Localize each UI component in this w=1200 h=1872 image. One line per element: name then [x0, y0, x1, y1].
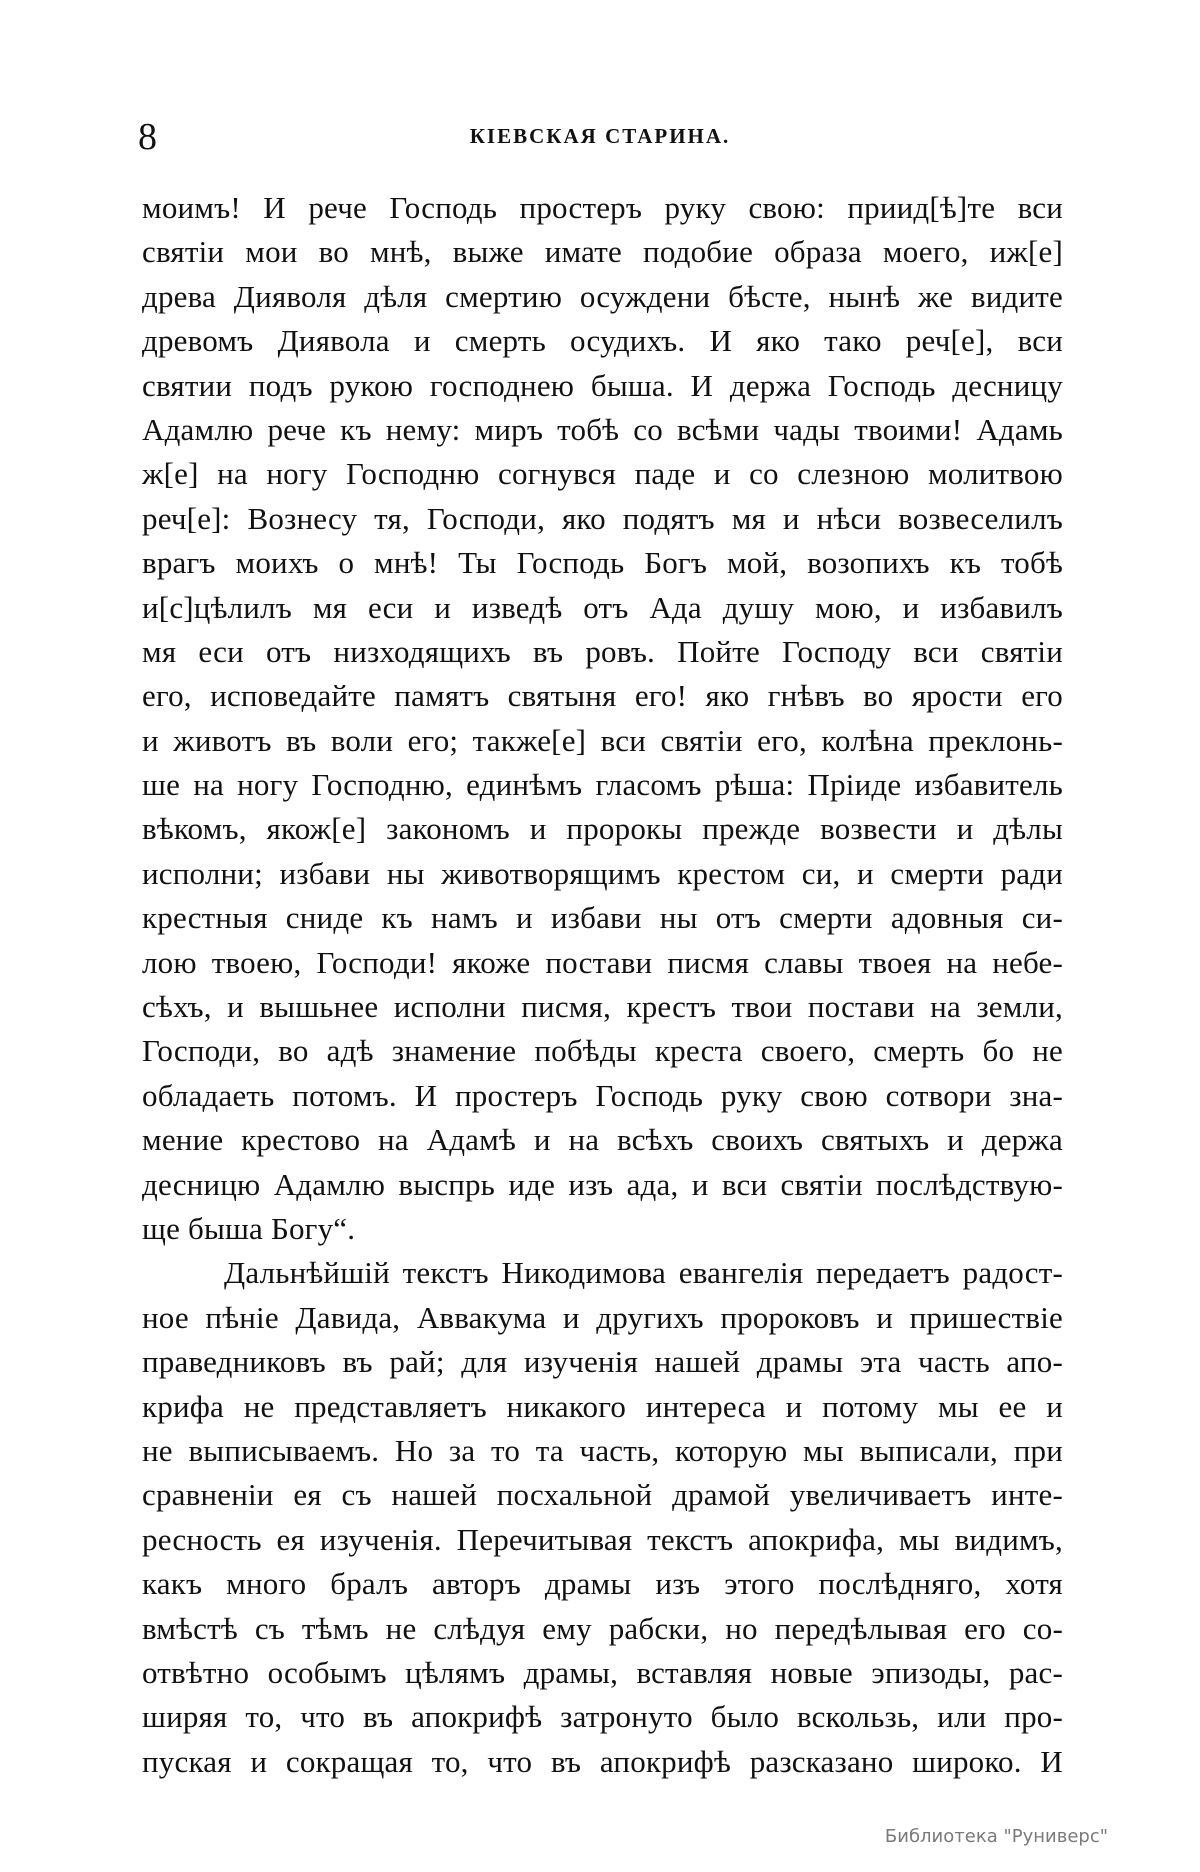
- text-line: праведниковъ въ рай; для изученія нашей драмы эта часть апо-: [142, 1344, 1063, 1380]
- text-line: обладаеть потомъ. И простеръ Господь руку свою сотвори зна-: [142, 1077, 1063, 1113]
- text-line: древомъ Диявола и смерть осудихъ. И яко тако реч[е], вси: [142, 323, 1063, 359]
- paragraph: [142, 186, 1063, 1251]
- text-line: реч[е]: Вознесу тя, Господи, яко подятъ мя и нѣси возвеселилъ: [142, 500, 1063, 536]
- library-watermark: Библиотека "Руниверс": [884, 1826, 1108, 1847]
- text-line: вѣкомъ, якож[е] закономъ и пророкы прежде возвести и дѣлы: [142, 811, 1063, 847]
- running-title: КІЕВСКАЯ СТАРИНА.: [469, 124, 731, 148]
- text-line: ж[е] на ногу Господню согнувся паде и со слезною молитвою: [142, 456, 1063, 492]
- text-line: сравненіи ея съ нашей посхальной драмой увеличиваетъ инте-: [142, 1477, 1063, 1513]
- text-line: какъ много бралъ авторъ драмы изъ этого послѣдняго, хотя: [142, 1566, 1063, 1602]
- text-line: ше на ногу Господню, единѣмъ гласомъ рѣша: Пріиде избавитель: [142, 767, 1063, 803]
- text-line: древа Дияволя дѣля смертию осуждени бѣсте, нынѣ же видите: [142, 278, 1063, 314]
- text-line: Господи, во адѣ знамение побѣды креста своего, смерть бо не: [142, 1033, 1063, 1069]
- text-line: пуская и сокращая то, что въ апокрифѣ разсказано широко. И: [142, 1743, 1063, 1779]
- text-line: и[с]цѣлилъ мя еси и изведѣ отъ Ада душу мою, и избавилъ: [142, 589, 1063, 625]
- text-line: ширяя то, что въ апокрифѣ затронуто было вскользь, или про-: [142, 1699, 1063, 1735]
- text-line: крифа не представляетъ никакого интереса и потому мы ее и: [142, 1388, 1063, 1424]
- text-line: лою твоею, Господи! якоже постави писмя славы твоея на небе-: [142, 944, 1063, 980]
- text-line: мение крестово на Адамѣ и на всѣхъ своихъ святыхъ и держа: [142, 1122, 1063, 1158]
- text-line: сѣхъ, и вышьнее исполни писмя, крестъ твои постави на земли,: [142, 989, 1063, 1025]
- text-line: моимъ! И рече Господь простеръ руку свою: приид[ѣ]те вси: [142, 190, 1063, 225]
- text-line: не выписываемъ. Но за то та часть, которую мы выписали, при: [142, 1432, 1063, 1468]
- text-line: десницю Адамлю выспрь иде изъ ада, и вси святіи послѣдствую-: [142, 1166, 1063, 1202]
- text-line: врагъ моихъ о мнѣ! Ты Господь Богъ мой, возопихъ къ тобѣ: [142, 545, 1063, 581]
- text-line: исполни; избави ны животворящимъ крестом си, и смерти ради: [142, 855, 1063, 891]
- text-line: Адамлю рече къ нему: миръ тобѣ со всѣми чады твоими! Адамь: [142, 411, 1063, 447]
- text-line: ресность ея изученія. Перечитывая текстъ апокрифа, мы видимъ,: [142, 1521, 1063, 1557]
- page-number: 8: [138, 116, 157, 158]
- text-line: вмѣстѣ съ тѣмъ не слѣдуя ему рабски, но передѣлывая его со-: [142, 1610, 1063, 1646]
- text-line: мя еси отъ низходящихъ въ ровъ. Пойте Господу вси святіи: [142, 633, 1063, 669]
- text-line: Дальнѣйшій текстъ Никодимова евангелія передаетъ радост-: [224, 1255, 1063, 1291]
- text-line: крестныя сниде къ намъ и избави ны отъ смерти адовныя си-: [142, 900, 1063, 936]
- paragraph: [142, 1251, 1063, 1784]
- page-body: [142, 186, 1063, 1784]
- text-line: его, исповедайте памятъ святыня его! яко гнѣвъ во ярости его: [142, 678, 1063, 714]
- text-line: ное пѣніе Давида, Аввакума и другихъ пророковъ и пришествіе: [142, 1299, 1063, 1335]
- text-line: и животъ въ воли его; также[е] вси святіи его, колѣна преклонь-: [142, 722, 1063, 758]
- text-line: святіи мои во мнѣ, выже имате подобие образа моего, иж[е]: [142, 234, 1063, 270]
- text-line: отвѣтно особымъ цѣлямъ драмы, вставляя новые эпизоды, рас-: [142, 1654, 1063, 1690]
- text-line: ще быша Богу“.: [142, 1210, 356, 1246]
- text-line: святии подъ рукою господнею быша. И держа Господь десницу: [142, 367, 1063, 403]
